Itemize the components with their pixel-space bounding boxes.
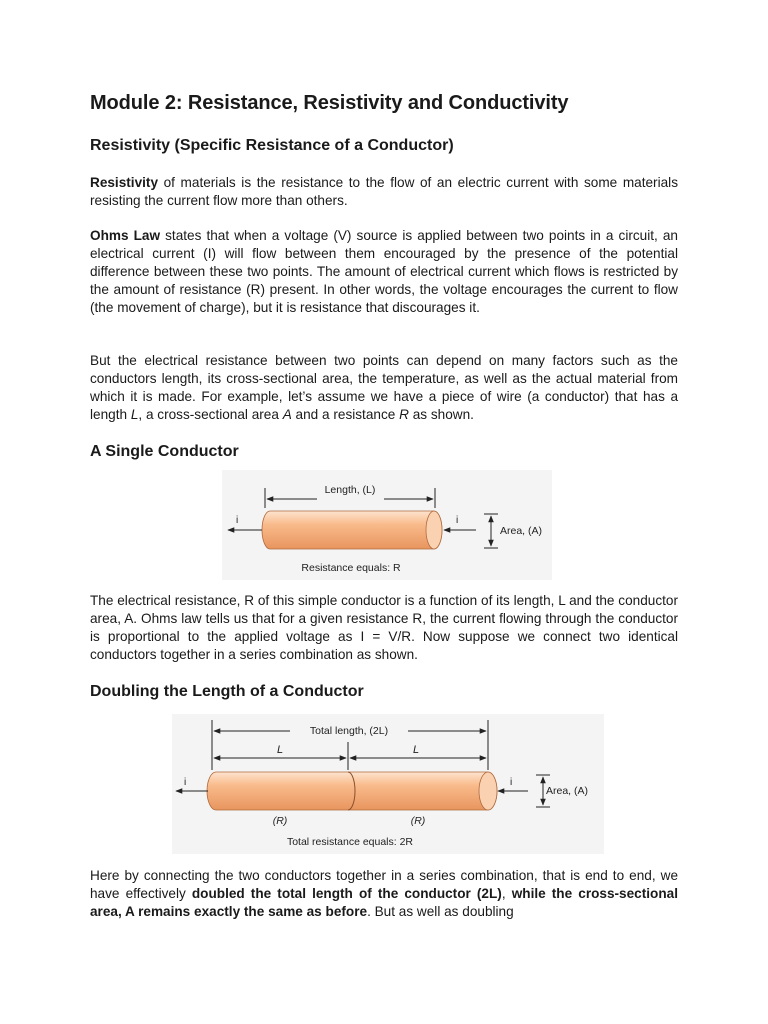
bold-phrase-doubled-length: doubled the total length of the conductor (2L) <box>191 886 502 901</box>
bold-term-ohms-law: Ohms Law <box>90 228 161 243</box>
paragraph-series-combination <box>90 867 678 921</box>
resistance-label: Resistance equals: R <box>301 562 401 574</box>
r-label-1: (R) <box>272 815 288 827</box>
paragraph-ohms-law <box>90 227 678 317</box>
conductor-body <box>262 511 442 549</box>
current-label-left: i <box>236 515 239 526</box>
paragraph-single-conductor: The electrical resistance, R of this simple conductor is a function of its length, L and the conductor area, A. Ohms law tells us that for a given resistance R, the current flowing through the conductor is proportional to the applied voltage as I = V/R. Now suppose we connect two identical conductors together in a series combination as shown. <box>90 593 678 662</box>
italic-var-a: A <box>282 407 292 422</box>
section-heading-resistivity: Resistivity (Specific Resistance of a Conductor) <box>90 137 454 154</box>
current-label-left: i <box>184 777 187 788</box>
paragraph-text: as shown. <box>408 407 474 422</box>
bold-term-resistivity: Resistivity <box>90 175 159 190</box>
paragraph-text: and a resistance <box>291 407 400 422</box>
section-heading-doubling-length: Doubling the Length of a Conductor <box>90 683 364 700</box>
paragraph-text: . But as well as doubling <box>367 904 514 919</box>
conductor-end-face <box>426 511 442 549</box>
total-length-label: Total length, (2L) <box>309 725 389 737</box>
paragraph-resistivity <box>90 174 678 210</box>
paragraph-resistance-factors <box>90 352 678 424</box>
italic-var-r: R <box>399 407 409 422</box>
paragraph-text: , a cross-sectional area <box>138 407 283 422</box>
conductor-body <box>207 772 497 810</box>
paragraph-text: , <box>501 886 512 901</box>
paragraph-text: Here by connecting the two conductors together in a series combination, that is end to end, we have effectively <box>90 868 678 901</box>
segment-label-1: L <box>276 744 284 756</box>
double-conductor-figure <box>172 714 604 854</box>
paragraph-text: But the electrical resistance between two points can depend on many factors such as the conductors length, its cross-sectional area, the temperature, as well as the actual material from which it is made. For example, let’s assume we have a piece of wire (a conductor) that has a length <box>90 353 678 422</box>
page-title: Module 2: Resistance, Resistivity and Conductivity <box>90 92 569 114</box>
area-label: Area, (A) <box>500 525 543 537</box>
area-label: Area, (A) <box>546 785 589 797</box>
paragraph-text: of materials is the resistance to the flow of an electric current with some materials resisting the current flow more than others. <box>90 175 678 208</box>
italic-var-l: L <box>130 407 139 422</box>
current-label-right: i <box>456 515 459 526</box>
length-label: Length, (L) <box>324 484 376 496</box>
bold-phrase-area-same: while the cross-sectional area, A remains exactly the same as before <box>90 886 678 919</box>
paragraph-text: states that when a voltage (V) source is applied between two points in a circuit, an electrical current (I) will flow between them encouraged by the presence of the potential difference between these two points. The amount of electrical current which flows is restricted by the amount of resistance (R) present. In other words, the voltage encourages the current to flow (the movement of charge), but it is resistance that discourages it. <box>90 228 678 315</box>
single-conductor-figure <box>222 470 552 580</box>
current-label-right: i <box>510 777 513 788</box>
section-heading-single-conductor: A Single Conductor <box>90 443 239 460</box>
total-resistance-label: Total resistance equals: 2R <box>286 836 414 848</box>
segment-label-2: L <box>412 744 420 756</box>
r-label-2: (R) <box>410 815 426 827</box>
conductor-end-face <box>479 772 497 810</box>
